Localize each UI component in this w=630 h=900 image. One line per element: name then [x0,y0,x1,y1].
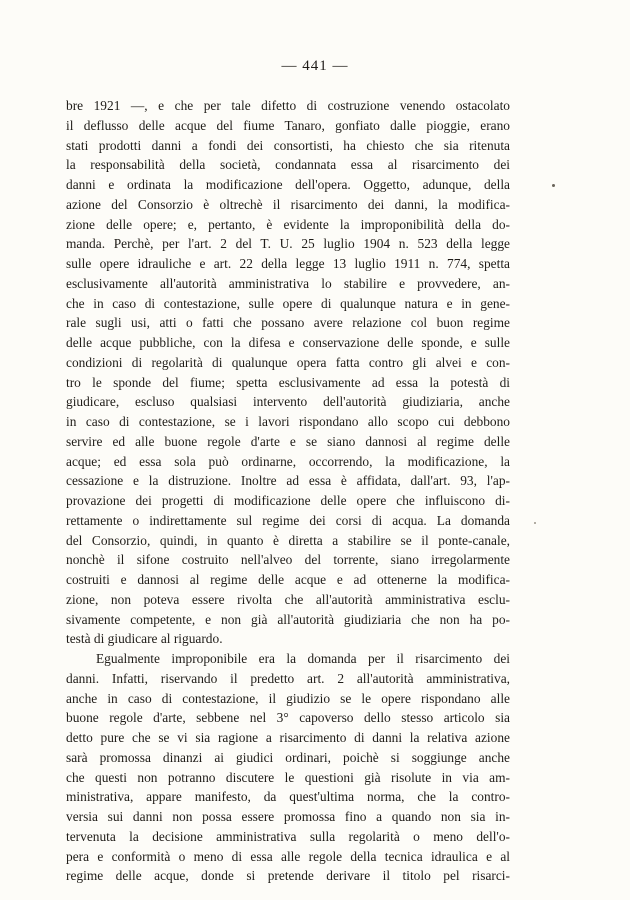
text-line: azione del Consorzio è oltrechè il risarcimento dei danni, la modifica- [66,196,510,212]
text-line: che questi non potranno discutere le questioni già risolute in via am- [66,769,510,785]
text-line: regime delle acque, donde si pretende derivare il titolo pel risarci- [66,868,510,884]
text-line: del Consorzio, quindi, in quanto è diretta a stabilire se il ponte-canale, [66,532,510,548]
text-line: anche in caso di contestazione, il giudizio se le opere rispondano alle [66,690,510,706]
text-line: sulle opere idrauliche e art. 22 della legge 13 luglio 1911 n. 774, spetta [66,256,510,271]
text-line: sivamente competente, e non già all'autorità giudiziaria che non ha po- [66,611,510,627]
text-line: servire ed alle buone regole d'arte e se siano dannosi al regime delle [66,433,510,449]
text-line: tervenuta la decisione amministrativa sulla regolarità o meno dell'o- [66,828,510,844]
text-line: zione delle opere; e, pertanto, è evidente la improponibilità della do- [66,216,510,232]
text-line: il deflusso delle acque del fiume Tanaro, gonfiato dalle pioggie, erano [66,117,510,133]
text-line: testà di giudicare al riguardo. [66,631,223,647]
text-line: nonchè il sifone costruito nell'alveo del torrente, siano irregolarmente [66,552,510,568]
page-speck [552,184,555,187]
text-line: acque; ed essa sola può ordinarne, occorrendo, la modificazione, la [66,453,510,469]
text-line: la responsabilità della società, condannata essa al risarcimento dei [66,157,510,173]
text-line: detto pure che se vi sia ragione a risarcimento di danni la relativa azione [66,730,510,745]
text-line: bre 1921 —, e che per tale difetto di costruzione venendo ostacolato [66,98,510,113]
text-line: sarà promossa dinanzi ai giudici ordinari, poichè si soggiunge anche [66,749,510,765]
text-line: provazione dei progetti di modificazione delle opere che influiscono di- [66,493,510,508]
text-line: rale sugli usi, atti o fatti che possano avere relazione col buon regime [66,315,510,331]
text-line: ministrativa, appare manifesto, da quest'ultima norma, che la contro- [66,789,510,805]
text-line: cessazione e la distruzione. Inoltre ad essa è affidata, dall'art. 93, l'ap- [66,473,510,489]
paragraph [66,96,510,649]
text-line: manda. Perchè, per l'art. 2 del T. U. 25 luglio 1904 n. 523 della legge [66,236,510,252]
text-line: tro le sponde del fiume; spetta esclusivamente ad essa la potestà di [66,374,510,390]
text-line: danni. Infatti, riservando il predetto art. 2 all'autorità amministrativa, [66,670,510,686]
paragraph [66,649,510,886]
text-line: condizioni di regolarità di qualunque opera fatta contro gli alvei e con- [66,354,510,370]
text-line: esclusivamente all'autorità amministrativa lo stabilire e provvedere, an- [66,275,510,291]
text-line: rettamente o indirettamente sul regime dei corsi di acqua. La domanda [66,512,510,528]
text-line: danni e ordinata la modificazione dell'opera. Oggetto, adunque, della [66,177,510,192]
text-line: giudicare, escluso qualsiasi intervento dell'autorità giudiziaria, anche [66,394,510,410]
page-speck [534,522,536,524]
text-line: Egualmente improponibile era la domanda per il risarcimento dei [96,651,510,666]
text-line: pera e conformità o meno di essa alle regole della tecnica idraulica e al [66,848,510,864]
body-text [66,96,510,886]
text-line: in caso di contestazione, se i lavori rispondano allo scopo cui debbono [66,414,510,429]
text-line: stati prodotti danni a fondi dei consortisti, ha chiesto che sia ritenuta [66,137,510,153]
page-number: — 441 — [281,58,349,74]
text-line: costruiti e dannosi al regime delle acque e ad ottenerne la modifica- [66,572,510,587]
text-line: zione, non poteva essere rivolta che all'autorità amministrativa esclu- [66,591,510,607]
text-line: buone regole d'arte, sebbene nel 3° capoverso dello stesso articolo sia [66,710,510,726]
text-line: versia sui danni non possa essere promossa fino a quando non sia in- [66,809,510,824]
text-line: delle acque pubbliche, con la difesa e conservazione delle sponde, e sulle [66,335,510,350]
text-line: che in caso di contestazione, sulle opere di qualunque natura e in gene- [66,295,510,311]
